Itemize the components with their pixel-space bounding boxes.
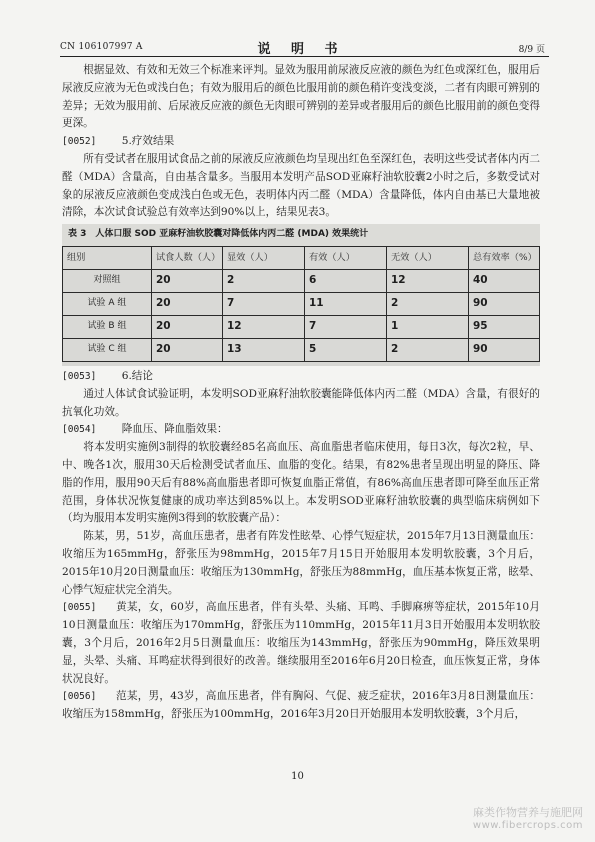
value-cell: 5 — [305, 338, 387, 361]
value-cell: 12 — [387, 269, 469, 292]
header-rule — [60, 56, 549, 57]
table-row — [63, 338, 540, 361]
paragraph-0052-heading — [62, 133, 540, 151]
document-body — [62, 62, 540, 724]
group-cell: 试验 A 组 — [63, 292, 152, 315]
paragraph-number: [0055] — [62, 602, 97, 614]
watermark-title: 麻类作物营养与施肥网 — [473, 806, 583, 819]
value-cell: 12 — [223, 315, 305, 338]
section-heading: 6.结论 — [121, 369, 153, 382]
watermark — [473, 806, 583, 832]
results-table — [62, 246, 540, 362]
header-cell: 试食人数（人） — [152, 246, 223, 269]
header-cell: 组别 — [63, 246, 152, 269]
value-cell: 6 — [305, 269, 387, 292]
value-cell: 90 — [469, 292, 540, 315]
group-cell: 试验 C 组 — [63, 338, 152, 361]
value-cell: 2 — [387, 292, 469, 315]
paragraph-number: [0053] — [62, 370, 97, 382]
paragraph-0056 — [62, 688, 540, 724]
group-cell: 对照组 — [63, 269, 152, 292]
value-cell: 2 — [223, 269, 305, 292]
page-number: 10 — [291, 771, 304, 782]
paragraph-0052-text: 所有受试者在服用试食品之前的尿液反应液颜色均呈现出红色至深红色，表明这些受试者体内丙二醛（MDA）含量高，自由基含量多。当服用本发明产品SOD亚麻籽油软胶囊2小时之后，多数受试对象的尿液反应液颜色变成浅白色或无色，表明体内丙二醛（MDA）含量降低，体内自由基已大量地被清除，本次试食试验总有效率达到90%以上，结果见表3。 — [62, 152, 540, 219]
value-cell: 20 — [152, 292, 223, 315]
value-cell: 20 — [152, 338, 223, 361]
page-header — [54, 38, 549, 57]
table-row — [63, 315, 540, 338]
section-heading: 5.疗效结果 — [121, 135, 175, 148]
table-header-row — [63, 246, 540, 269]
paragraph-0053-heading — [62, 368, 540, 386]
table-row — [63, 292, 540, 315]
case-chen: 陈某，男，51岁，高血压患者，患者有阵发性眩晕、心悸气短症状，2015年7月13日测量血压：收缩压为165mmHg，舒张压为98mmHg，2015年7月15日开始服用本发明软胶囊，3个月后，2015年10月20日测量血压：收缩压为130mmHg，舒张压为88mmHg，血压基本恢复正常，眩晕、心悸气短症状完全消失。 — [62, 530, 540, 596]
paragraph-criteria: 根据显效、有效和无效三个标准来评判。显效为服用前尿液反应液的颜色为红色或深红色，服用后尿液反应液为无色或浅白色；有效为服用后的颜色比服用前的颜色稍许变浅变淡，二者有肉眼可辨别的差异；无效为服用前、后尿液反应液的颜色无肉眼可辨别的差异或者服用后的颜色比服用前的颜色变得更深。 — [62, 64, 540, 130]
paragraph-number: [0056] — [62, 691, 97, 703]
results-table-block — [62, 224, 540, 366]
value-cell: 7 — [223, 292, 305, 315]
paragraph-0054-text: 将本发明实施例3制得的软胶囊经85名高血压、高血脂患者临床使用，每日3次，每次2粒，早、中、晚各1次，服用30天后检测受试者血压、血脂的变化。结果，有82%患者呈现出明显的降压、降脂的作用，服用90天后有88%高血脂患者即可恢复血脂正常值，有86%高血压患者即可降至血压正常范围，身体状况恢复健康的成功率达到85%以上。本发明SOD亚麻籽油软胶囊的典型临床病例如下（均为服用本发明实施例3得到的软胶囊产品）： — [62, 441, 540, 525]
paragraph-0053-text: 通过人体试食试验证明，本发明SOD亚麻籽油软胶囊能降低体内丙二醛（MDA）含量，有很好的抗氧化功效。 — [62, 387, 540, 418]
value-cell: 90 — [469, 338, 540, 361]
table-row — [63, 269, 540, 292]
header-cell: 总有效率（%） — [469, 246, 540, 269]
document-title: 说 明 书 — [257, 42, 346, 57]
value-cell: 2 — [387, 338, 469, 361]
section-heading: 降血压、降血脂效果： — [121, 423, 228, 436]
value-cell: 13 — [223, 338, 305, 361]
group-cell: 试验 B 组 — [63, 315, 152, 338]
value-cell: 7 — [305, 315, 387, 338]
value-cell: 1 — [387, 315, 469, 338]
paragraph-number: [0052] — [62, 136, 97, 148]
case-huang: 黄某，女，60岁，高血压患者，伴有头晕、头痛、耳鸣、手脚麻痹等症状，2015年10月10日测量血压：收缩压为170mmHg，舒张压为110mmHg，2015年11月3日开始服用本发明软胶囊，3个月后，2016年2月5日测量血压：收缩压为143mmHg，舒张压为90mmHg，降压效果明显，头晕、头痛、耳鸣症状得到很好的改善。继续服用至2016年6月20日检查，血压恢复正常，身体状况良好。 — [62, 601, 541, 685]
table-caption: 表 3 人体口服 SOD 亚麻籽油软胶囊对降低体内丙二醛 (MDA) 效果统计 — [62, 224, 540, 246]
paragraph-0054-heading — [62, 421, 540, 439]
value-cell: 20 — [152, 269, 223, 292]
paragraph-0055 — [62, 599, 540, 688]
header-cell: 无效（人） — [387, 246, 469, 269]
page-reference: 8/9 页 — [518, 45, 545, 55]
value-cell: 95 — [469, 315, 540, 338]
case-fan: 范某，男，43岁，高血压患者，伴有胸闷、气促、疲乏症状，2016年3月8日测量血压：收缩压为158mmHg，舒张压为100mmHg，2016年3月20日开始服用本发明软胶囊，3个月后， — [62, 690, 540, 721]
paragraph-number: [0054] — [62, 424, 97, 436]
patent-number: CN 106107997 A — [60, 42, 143, 52]
header-cell: 有效（人） — [305, 246, 387, 269]
header-cell: 显效（人） — [223, 246, 305, 269]
value-cell: 20 — [152, 315, 223, 338]
watermark-url: www.fibercrops.com — [472, 820, 583, 831]
value-cell: 11 — [305, 292, 387, 315]
value-cell: 40 — [469, 269, 540, 292]
